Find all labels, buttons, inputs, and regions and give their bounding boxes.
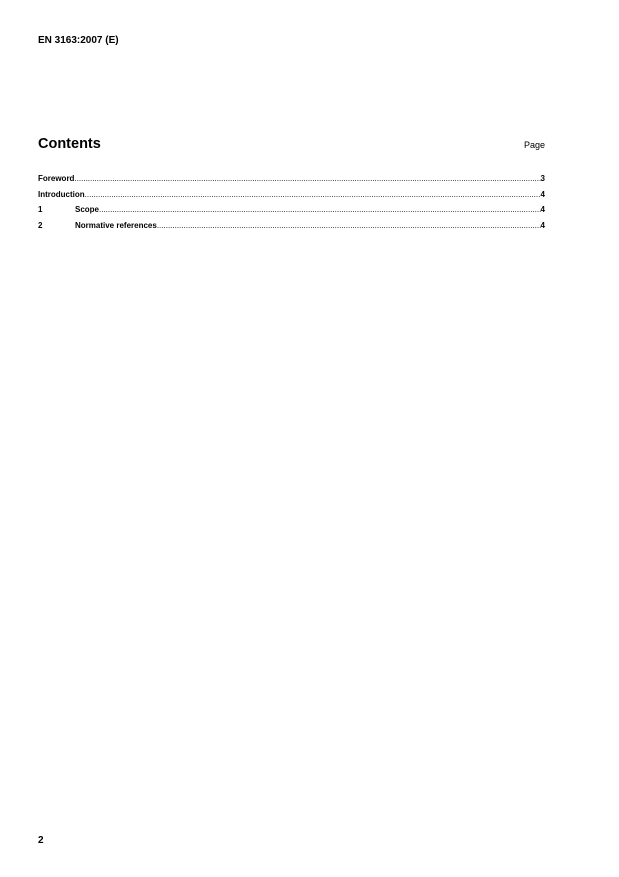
toc-entry-title: Introduction [38,189,85,199]
toc-entry-number: 1 [38,205,43,214]
toc-entry-foreword[interactable] [38,174,545,190]
leader-dots [99,205,541,214]
toc-entry-title: Normative references [75,220,157,230]
toc-entry-page: 4 [540,220,545,230]
toc-entry-title: Scope [75,205,100,214]
leader-dots [85,190,541,199]
table-of-contents [38,174,545,236]
toc-entry-number: 2 [38,220,43,230]
document-header: EN 3163:2007 (E) [38,35,119,46]
toc-entry-page: 4 [540,205,545,214]
leader-dots [157,221,541,230]
toc-entry-title: Foreword [38,174,75,183]
toc-entry-scope[interactable] [38,205,545,221]
toc-entry-page: 4 [540,189,545,199]
page-column-label: Page [523,140,545,150]
toc-entry-normative-references[interactable] [38,221,545,237]
contents-title: Contents [38,136,101,152]
toc-entry-introduction[interactable] [38,190,545,206]
toc-entry-page: 3 [540,174,545,183]
page-number: 2 [38,835,44,846]
leader-dots [74,174,540,183]
